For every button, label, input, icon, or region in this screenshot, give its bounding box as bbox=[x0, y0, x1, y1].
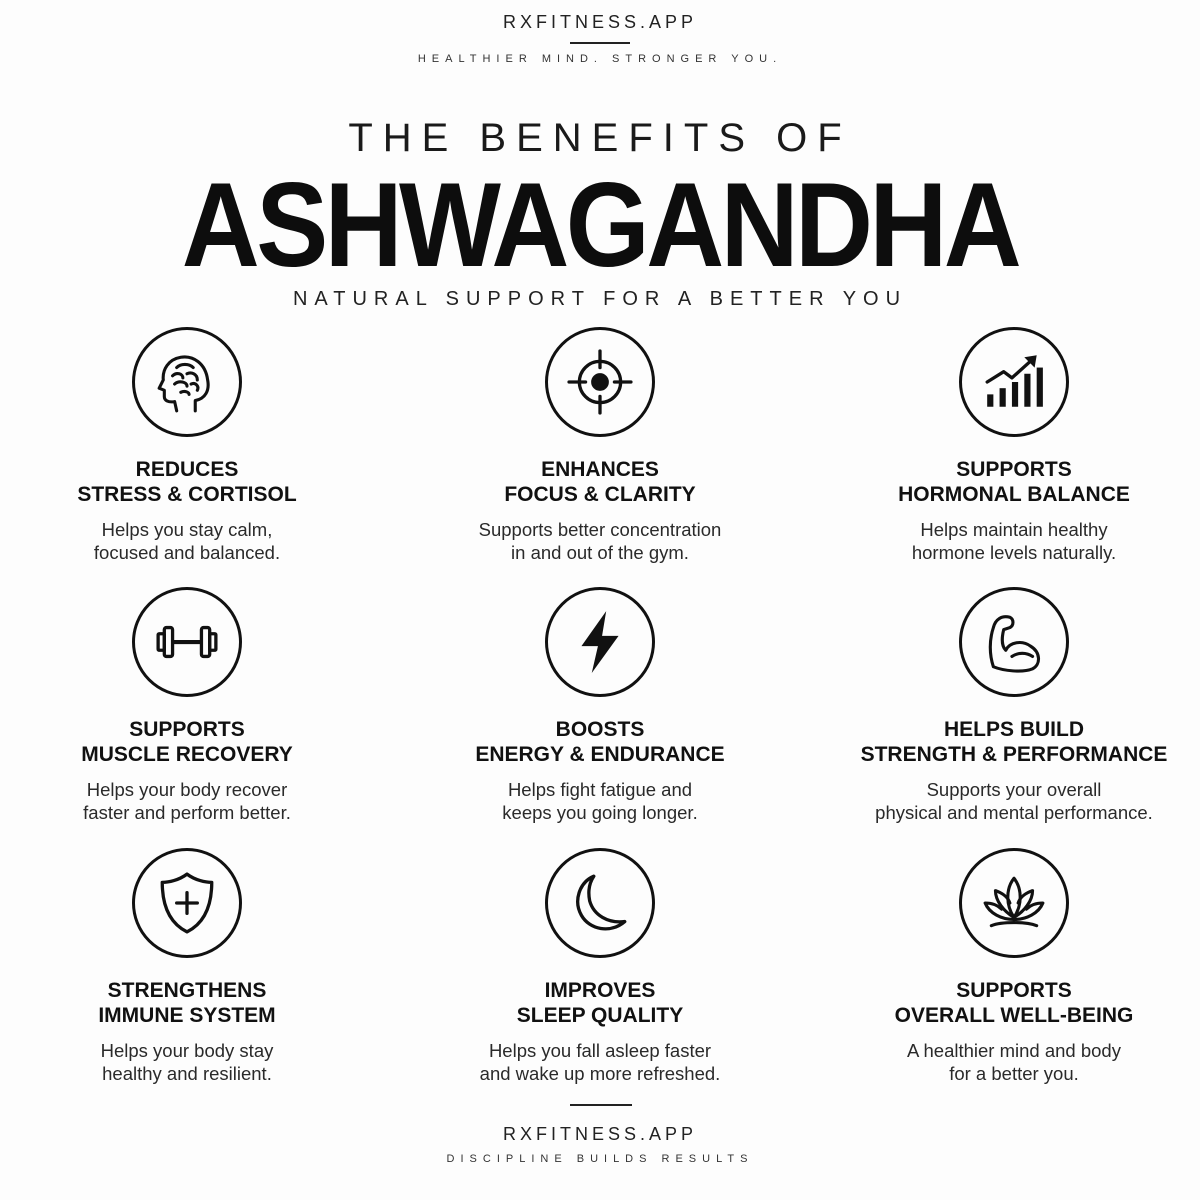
benefit-desc-line2: healthy and resilient. bbox=[102, 1063, 272, 1084]
shield-plus-icon bbox=[132, 848, 242, 958]
header-brand: RXFITNESS.APP bbox=[502, 12, 698, 32]
benefit-title-line2: OVERALL WELL-BEING bbox=[894, 1004, 1134, 1027]
benefit-card-hormonal bbox=[824, 327, 1200, 564]
benefit-title-line2: MUSCLE RECOVERY bbox=[81, 743, 293, 766]
benefit-card-strength bbox=[824, 587, 1200, 824]
benefit-desc-line1: Helps your body recover bbox=[86, 779, 288, 800]
benefit-card-energy bbox=[410, 587, 790, 824]
footer-divider bbox=[570, 1104, 632, 1106]
benefit-desc-line1: Helps you stay calm, bbox=[101, 519, 273, 540]
target-icon bbox=[545, 327, 655, 437]
benefit-card-sleep bbox=[410, 848, 790, 1085]
benefit-card-stress bbox=[0, 327, 377, 564]
dumbbell-icon bbox=[132, 587, 242, 697]
benefit-desc-line2: focused and balanced. bbox=[93, 542, 281, 563]
lightning-icon bbox=[545, 587, 655, 697]
benefit-desc-line1: Helps maintain healthy bbox=[920, 519, 1108, 540]
benefit-card-focus bbox=[410, 327, 790, 564]
benefit-title-line2: ENERGY & ENDURANCE bbox=[475, 743, 725, 766]
benefit-desc-line1: Supports better concentration bbox=[478, 519, 722, 540]
benefit-title-line1: IMPROVES bbox=[544, 979, 656, 1002]
benefit-desc-line2: hormone levels naturally. bbox=[911, 542, 1117, 563]
benefit-desc-line2: for a better you. bbox=[949, 1063, 1079, 1084]
benefit-title-line2: STRENGTH & PERFORMANCE bbox=[860, 743, 1168, 766]
benefit-title-line1: SUPPORTS bbox=[129, 718, 245, 741]
bicep-icon bbox=[959, 587, 1069, 697]
benefit-title-line2: STRESS & CORTISOL bbox=[77, 483, 297, 506]
benefit-desc-line2: and wake up more refreshed. bbox=[479, 1063, 721, 1084]
benefit-desc-line1: Helps fight fatigue and bbox=[507, 779, 693, 800]
benefit-desc-line1: Helps you fall asleep faster bbox=[488, 1040, 712, 1061]
title-prefix: THE BENEFITS OF bbox=[348, 116, 852, 160]
benefit-title-line1: BOOSTS bbox=[555, 718, 645, 741]
benefit-title-line2: SLEEP QUALITY bbox=[516, 1004, 684, 1027]
benefit-title-line1: SUPPORTS bbox=[956, 979, 1072, 1002]
benefit-desc-line1: Supports your overall bbox=[926, 779, 1102, 800]
benefit-desc-line2: physical and mental performance. bbox=[875, 802, 1153, 823]
benefit-desc-line2: keeps you going longer. bbox=[502, 802, 698, 823]
benefit-title-line2: IMMUNE SYSTEM bbox=[98, 1004, 276, 1027]
benefit-desc-line2: faster and perform better. bbox=[83, 802, 291, 823]
benefit-title-line2: HORMONAL BALANCE bbox=[898, 483, 1130, 506]
chart-up-icon bbox=[959, 327, 1069, 437]
benefit-title-line2: FOCUS & CLARITY bbox=[504, 483, 696, 506]
benefit-title-line1: ENHANCES bbox=[541, 458, 659, 481]
footer-brand: RXFITNESS.APP bbox=[502, 1124, 698, 1144]
benefit-desc-line2: in and out of the gym. bbox=[511, 542, 689, 563]
page-subtitle: NATURAL SUPPORT FOR A BETTER YOU bbox=[292, 288, 908, 310]
header-tagline: HEALTHIER MIND. STRONGER YOU. bbox=[417, 53, 783, 65]
benefit-desc-line1: A healthier mind and body bbox=[907, 1040, 1121, 1061]
benefit-title-line1: STRENGTHENS bbox=[107, 979, 267, 1002]
header-divider bbox=[570, 42, 630, 44]
benefit-title-line1: HELPS BUILD bbox=[943, 718, 1084, 741]
benefit-desc-line1: Helps your body stay bbox=[100, 1040, 274, 1061]
benefit-card-wellbeing bbox=[824, 848, 1200, 1085]
moon-icon bbox=[545, 848, 655, 958]
brain-icon bbox=[132, 327, 242, 437]
benefit-title-line1: SUPPORTS bbox=[956, 458, 1072, 481]
benefit-card-recovery bbox=[0, 587, 377, 824]
benefit-title-line1: REDUCES bbox=[135, 458, 239, 481]
page-title: ASHWAGANDHA bbox=[181, 158, 1019, 292]
lotus-icon bbox=[959, 848, 1069, 958]
benefit-card-immune bbox=[0, 848, 377, 1085]
footer-tagline: DISCIPLINE BUILDS RESULTS bbox=[446, 1153, 754, 1165]
